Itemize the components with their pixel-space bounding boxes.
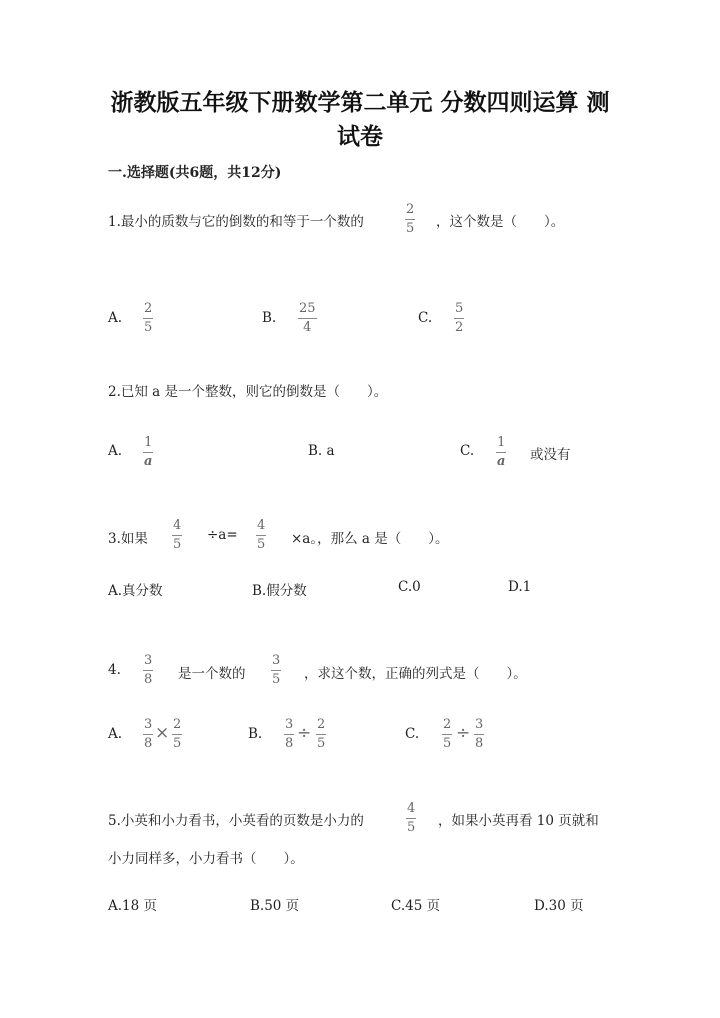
- title-line-2: 试卷: [337, 123, 383, 150]
- q5-frac-num: 4: [407, 801, 416, 816]
- q4-frac2-den: 5: [272, 672, 281, 687]
- fraction-bar: [143, 452, 153, 453]
- q4-b-frac2-den: 5: [317, 736, 326, 751]
- q1-suffix: ，这个数是（ ）。: [436, 214, 565, 230]
- q1-frac-den: 5: [406, 221, 415, 236]
- q1-option-a-fraction: [143, 302, 153, 335]
- q4-frac1-num: 3: [144, 653, 153, 668]
- q2-option-c-num: 1: [497, 435, 506, 450]
- fraction-bar: [496, 452, 506, 453]
- fraction-bar: [143, 318, 153, 319]
- q5-option-d: D.30 页: [534, 898, 584, 914]
- q4-fraction-1: [143, 654, 153, 687]
- q5-option-b: B.50 页: [250, 898, 300, 914]
- q2-option-a-label: A.: [108, 443, 123, 459]
- q4-a-frac1-num: 3: [144, 717, 153, 732]
- q2-option-a-num: 1: [144, 435, 153, 450]
- q4-option-c-label: C.: [405, 726, 420, 742]
- q4-b-frac2-num: 2: [317, 717, 326, 732]
- fraction-bar: [256, 535, 266, 536]
- q4-a-frac2-num: 2: [173, 717, 182, 732]
- q1-option-a-label: A.: [108, 310, 123, 326]
- q4-option-a-label: A.: [108, 726, 123, 742]
- q1-option-c-den: 2: [455, 320, 464, 335]
- q3-suffix: ×a。，那么 a 是（ ）。: [291, 531, 449, 547]
- q4-option-c-fraction-1: [442, 718, 452, 751]
- q1-fraction: [405, 203, 415, 236]
- q2-option-c-label: C.: [460, 443, 475, 459]
- q4-suffix: ，求这个数，正确的列式是（ ）。: [304, 666, 527, 682]
- fraction-bar: [442, 734, 452, 735]
- q5-option-c: C.45 页: [391, 898, 441, 914]
- q4-c-frac1-num: 2: [443, 717, 452, 732]
- q5-fraction: [406, 802, 416, 835]
- fraction-bar: [143, 670, 153, 671]
- q4-frac2-num: 3: [272, 653, 281, 668]
- q4-option-c-operator: ÷: [456, 723, 471, 743]
- fraction-bar: [474, 734, 484, 735]
- q3-option-c: C.0: [398, 579, 421, 595]
- q2-text: 2.已知 a 是一个整数，则它的倒数是（ ）。: [108, 384, 388, 400]
- q2-option-c-fraction: [496, 436, 506, 469]
- q1-option-a-num: 2: [144, 301, 153, 316]
- q4-a-frac1-den: 8: [144, 736, 153, 751]
- q4-option-b-label: B.: [248, 726, 263, 742]
- q4-option-b-fraction-1: [284, 718, 294, 751]
- fraction-bar: [271, 670, 281, 671]
- q1-option-b-label: B.: [262, 310, 277, 326]
- q1-option-b-fraction: [298, 302, 317, 335]
- q4-c-frac1-den: 5: [443, 736, 452, 751]
- fraction-bar: [454, 318, 464, 319]
- q4-option-a-fraction-1: [143, 718, 153, 751]
- fraction-bar: [316, 734, 326, 735]
- q3-option-d: D.1: [508, 579, 532, 595]
- q3-option-a: A.真分数: [108, 583, 163, 599]
- q1-option-b-num: 25: [299, 301, 316, 316]
- fraction-bar: [172, 734, 182, 735]
- q4-c-frac2-num: 3: [475, 717, 484, 732]
- q1-option-b-den: 4: [303, 320, 312, 335]
- q4-option-a-operator: ×: [155, 723, 170, 743]
- q1-option-c-num: 5: [455, 301, 464, 316]
- q5-frac-den: 5: [407, 820, 416, 835]
- q4-a-frac2-den: 5: [173, 736, 182, 751]
- q4-b-frac1-num: 3: [285, 717, 294, 732]
- q4-option-b-operator: ÷: [297, 723, 312, 743]
- q3-frac2-den: 5: [257, 537, 266, 552]
- q3-frac1-num: 4: [173, 518, 182, 533]
- q5-suffix: ，如果小英再看 10 页就和: [438, 813, 599, 829]
- q1-frac-num: 2: [406, 202, 415, 217]
- fraction-bar: [406, 818, 416, 819]
- q3-fraction-1: [172, 519, 182, 552]
- q4-fraction-2: [271, 654, 281, 687]
- q3-frac2-num: 4: [257, 518, 266, 533]
- q2-option-a-fraction: [143, 436, 153, 469]
- q3-middle: ÷a=: [207, 527, 238, 543]
- q4-option-c-fraction-2: [474, 718, 484, 751]
- section-heading: 一.选择题(共6题，共12分): [108, 165, 282, 181]
- q2-option-b: B. a: [308, 443, 335, 459]
- q3-option-b: B.假分数: [252, 583, 307, 599]
- q1-option-c-label: C.: [418, 310, 433, 326]
- fraction-bar: [298, 318, 317, 319]
- fraction-bar: [284, 734, 294, 735]
- q5-line-2: 小力同样多，小力看书（ ）。: [108, 851, 304, 867]
- q4-b-frac1-den: 8: [285, 736, 294, 751]
- fraction-bar: [143, 734, 153, 735]
- q2-option-a-den: a: [144, 454, 153, 469]
- q4-prefix: 4.: [108, 662, 121, 678]
- q4-option-a-fraction-2: [172, 718, 182, 751]
- q1-option-a-den: 5: [144, 320, 153, 335]
- q2-option-c-den: a: [497, 454, 506, 469]
- q5-option-a: A.18 页: [108, 898, 158, 914]
- q3-frac1-den: 5: [173, 537, 182, 552]
- q4-c-frac2-den: 8: [475, 736, 484, 751]
- q1-option-c-fraction: [454, 302, 464, 335]
- fraction-bar: [172, 535, 182, 536]
- title-line-1: 浙教版五年级下册数学第二单元 分数四则运算 测: [110, 89, 610, 116]
- q4-option-b-fraction-2: [316, 718, 326, 751]
- q2-option-c-suffix: 或没有: [530, 447, 571, 463]
- fraction-bar: [405, 219, 415, 220]
- q4-frac1-den: 8: [144, 672, 153, 687]
- page-title: [60, 86, 660, 154]
- q1-prefix: 1.最小的质数与它的倒数的和等于一个数的: [108, 214, 364, 230]
- q3-prefix: 3.如果: [108, 531, 148, 547]
- q4-middle: 是一个数的: [178, 666, 246, 682]
- q5-prefix: 5.小英和小力看书，小英看的页数是小力的: [108, 813, 364, 829]
- q3-fraction-2: [256, 519, 266, 552]
